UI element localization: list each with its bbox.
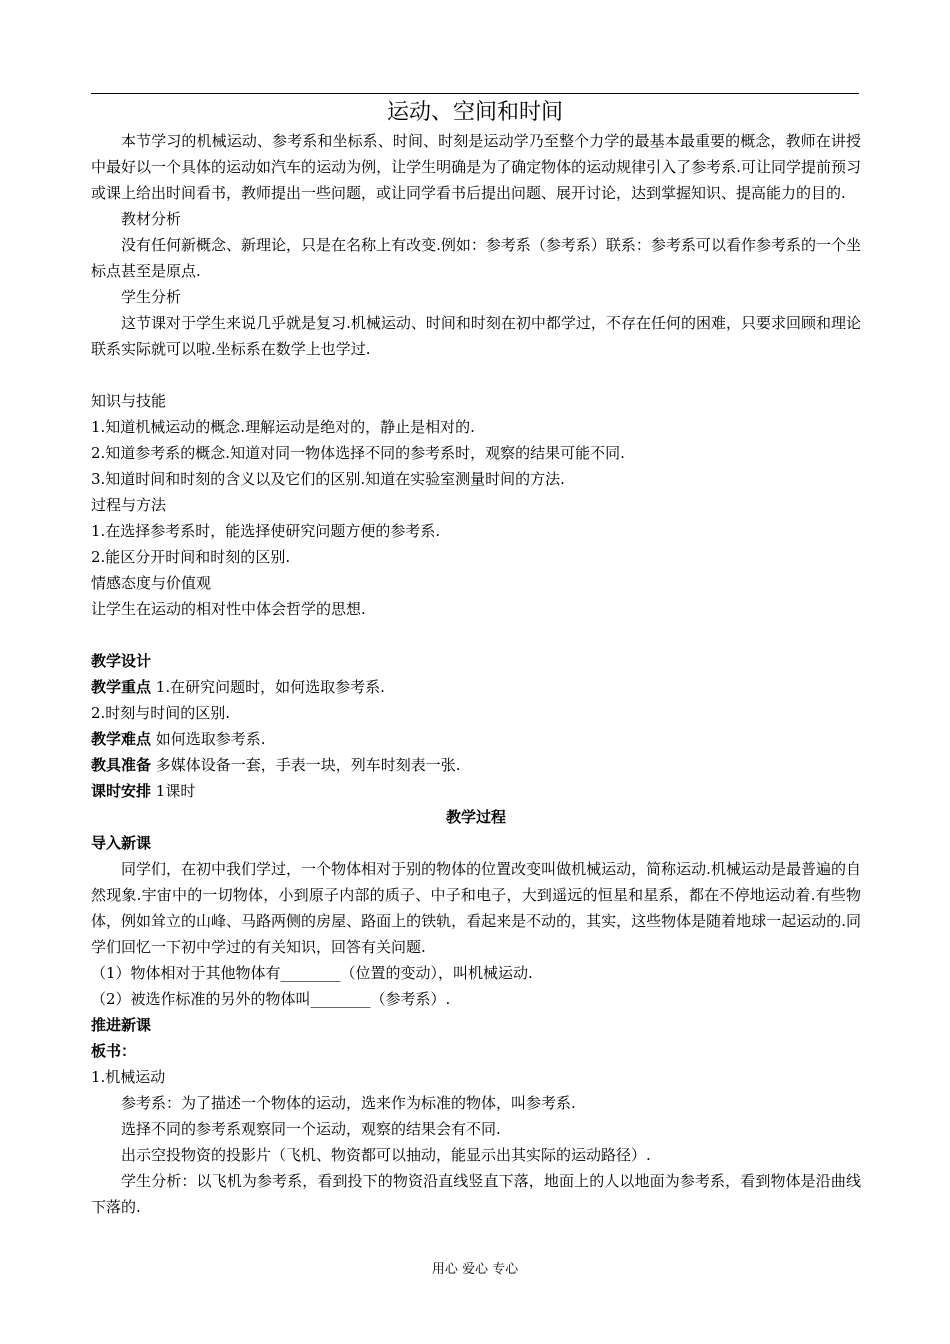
knowledge-item: 2.知道参考系的概念.知道对同一物体选择不同的参考系时，观察的结果可能不同. [91, 444, 625, 462]
intro-lesson-heading: 导入新课 [91, 834, 152, 852]
tools-line [91, 752, 861, 778]
section-1-heading: 1.机械运动 [91, 1068, 166, 1086]
design-heading: 教学设计 [91, 652, 152, 670]
board-line: 选择不同的参考系观察同一个运动，观察的结果会有不同. [121, 1120, 501, 1138]
knowledge-item: 1.知道机械运动的概念.理解运动是绝对的，静止是相对的. [91, 418, 475, 436]
tools-text: 多媒体设备一套，手表一块，列车时刻表一张. [155, 756, 461, 774]
key-point-text-2: 2.时刻与时间的区别. [91, 704, 231, 722]
tools-label: 教具准备 [91, 756, 152, 774]
board-line: 参考系：为了描述一个物体的运动，选来作为标准的物体，叫参考系. [121, 1094, 576, 1112]
spacer [91, 622, 861, 648]
board-line: 出示空投物资的投影片（飞机、物资都可以抽动，能显示出其实际的运动路径）. [121, 1146, 651, 1164]
textbook-paragraph: 没有任何新概念、新理论，只是在名称上有改变.例如：参考系（参考系）联系：参考系可以看作参考系的一个坐标点甚至是原点. [91, 236, 861, 280]
difficulty-line [91, 726, 861, 752]
student-heading: 学生分析 [121, 288, 182, 306]
process-method-item: 2.能区分开时间和时刻的区别. [91, 548, 291, 566]
emotion-text: 让学生在运动的相对性中体会哲学的思想. [91, 600, 366, 618]
key-point-text: 1.在研究问题时，如何选取参考系. [155, 678, 385, 696]
key-point-line [91, 674, 861, 700]
textbook-heading: 教材分析 [121, 210, 182, 228]
document-body [91, 128, 861, 1220]
page-title: 运动、空间和时间 [386, 100, 563, 125]
schedule-label: 课时安排 [91, 782, 152, 800]
question-1: （1）物体相对于其他物体有________（位置的变动），叫机械运动. [91, 964, 533, 982]
process-heading: 教学过程 [445, 808, 506, 826]
question-2: （2）被选作标准的另外的物体叫________（参考系）. [91, 990, 451, 1008]
key-point-label: 教学重点 [91, 678, 152, 696]
board-heading: 板书： [91, 1042, 137, 1060]
header-rule [91, 93, 859, 94]
board-line: 学生分析：以飞机为参考系，看到投下的物资沿直线竖直下落，地面上的人以地面为参考系，看到物体是沿曲线下落的. [91, 1172, 861, 1216]
emotion-heading: 情感态度与价值观 [91, 574, 212, 592]
difficulty-label: 教学难点 [91, 730, 152, 748]
process-method-heading: 过程与方法 [91, 496, 167, 514]
schedule-line [91, 778, 861, 804]
intro-paragraph: 本节学习的机械运动、参考系和坐标系、时间、时刻是运动学乃至整个力学的最基本最重要的概念，教师在讲授中最好以一个具体的运动如汽车的运动为例，让学生明确是为了确定物体的运动规律引入了参考系.可让同学提前预习或课上给出时间看书，教师提出一些问题，或让同学看书后提出问题、展开讨论，达到掌握知识、提高能力的目的. [91, 132, 861, 202]
spacer [91, 362, 861, 388]
schedule-text: 1课时 [155, 782, 196, 800]
advance-heading: 推进新课 [91, 1016, 152, 1034]
process-method-item: 1.在选择参考系时，能选择使研究问题方便的参考系. [91, 522, 441, 540]
knowledge-item: 3.知道时间和时刻的含义以及它们的区别.知道在实验室测量时间的方法. [91, 470, 565, 488]
knowledge-heading: 知识与技能 [91, 392, 167, 410]
difficulty-text: 如何选取参考系. [155, 730, 266, 748]
student-paragraph: 这节课对于学生来说几乎就是复习.机械运动、时间和时刻在初中都学过，不存在任何的困难，只要求回顾和理论联系实际就可以啦.坐标系在数学上也学过. [91, 314, 861, 358]
intro-lesson-paragraph: 同学们，在初中我们学过，一个物体相对于别的物体的位置改变叫做机械运动，简称运动.机械运动是最普遍的自然现象.宇宙中的一切物体，小到原子内部的质子、中子和电子，大到遥远的恒星和星系，都在不停地运动着.有些物体，例如耸立的山峰、马路两侧的房屋、路面上的铁轨，看起来是不动的，其实，这些物体是随着地球一起运动的.同学们回忆一下初中学过的有关知识，回答有关问题. [91, 860, 861, 956]
page-footer: 用心 爱心 专心 [431, 1262, 519, 1277]
